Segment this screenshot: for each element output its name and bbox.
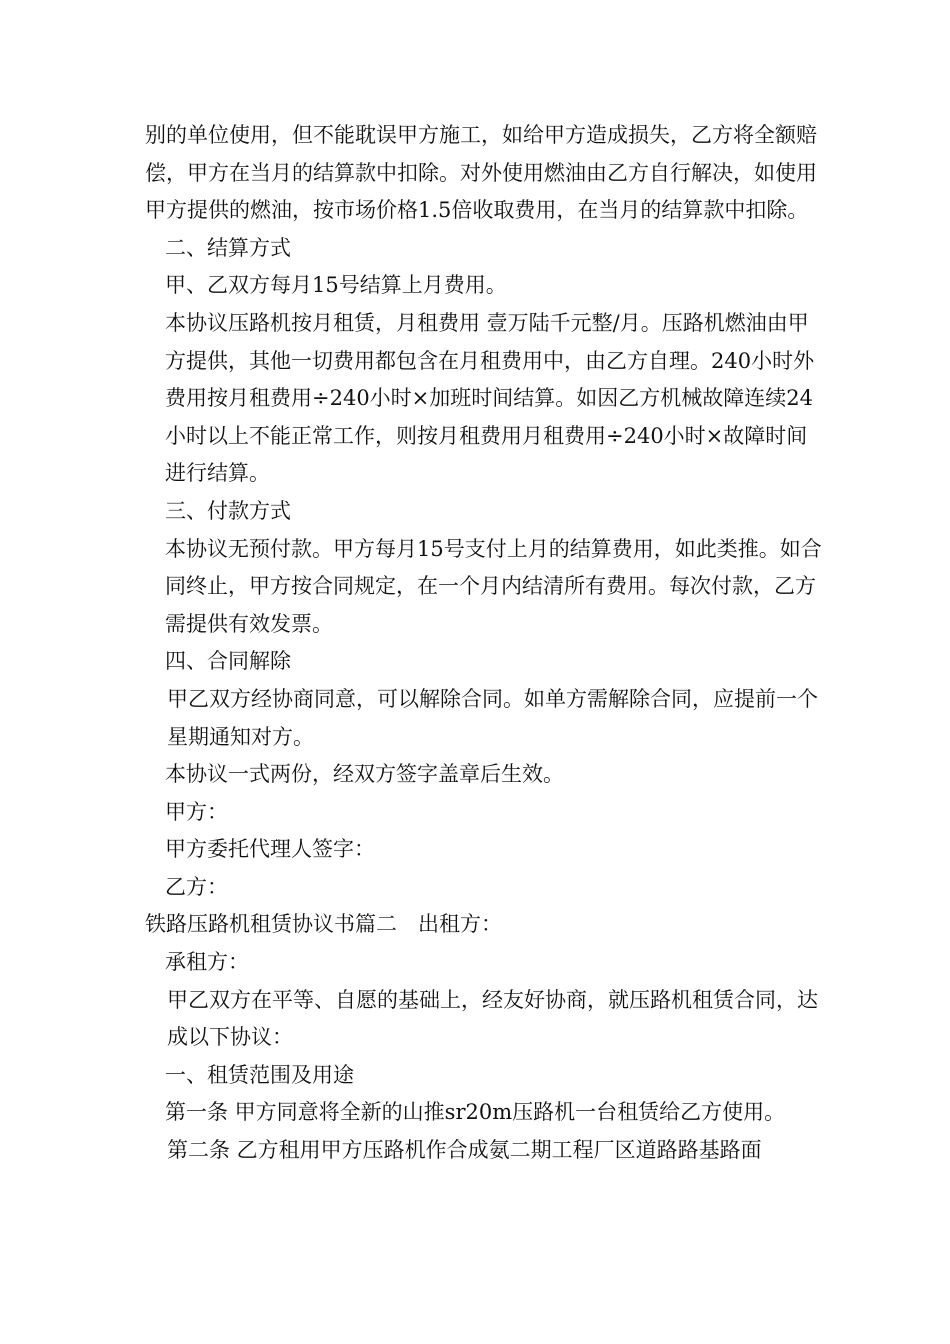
party-a-label: 甲方： — [165, 799, 228, 824]
section-two-title: 铁路压路机租赁协议书篇二 出租方： — [145, 912, 502, 937]
paragraph-rental-fee: 本协议压路机按月租赁，月租费用 壹万陆千元整/月。压路机燃油由甲方提供，其他一切费用都包含在月租费用中，由乙方自理。240小时外费用按月租费用÷240小时×加班时间结算。如因乙方机械故障连续24小时以上不能正常工作，则按月租费用月租费用÷240小时×故障时间进行结算。 — [165, 310, 815, 486]
paragraph-termination-terms: 甲乙双方经协商同意，可以解除合同。如单方需解除合同，应提前一个星期通知对方。 — [167, 686, 818, 749]
article-two: 第二条 乙方租用甲方压路机作合成氨二期工程厂区道路路基路面 — [167, 1138, 762, 1163]
heading-lease-scope: 一、租赁范围及用途 — [165, 1062, 354, 1087]
article-one: 第一条 甲方同意将全新的山推sr20m压路机一台租赁给乙方使用。 — [165, 1100, 786, 1125]
paragraph-agreement-intro: 甲乙双方在平等、自愿的基础上，经友好协商，就压路机租赁合同，达成以下协议： — [167, 987, 818, 1050]
party-a-agent-signature-label: 甲方委托代理人签字： — [165, 837, 375, 862]
paragraph-usage-terms: 别的单位使用，但不能耽误甲方施工，如给甲方造成损失，乙方将全额赔偿，甲方在当月的结算款中扣除。对外使用燃油由乙方自行解决，如使用甲方提供的燃油，按市场价格1.5倍收取费用，在当月的结算款中扣除。 — [145, 123, 817, 223]
paragraph-monthly-settlement: 甲、乙双方每月15号结算上月费用。 — [165, 273, 507, 298]
lessee-label: 承租方： — [165, 950, 249, 975]
heading-contract-termination: 四、合同解除 — [165, 649, 291, 674]
heading-payment-method: 三、付款方式 — [165, 498, 291, 523]
paragraph-copies-effective: 本协议一式两份，经双方签字盖章后生效。 — [165, 762, 564, 787]
paragraph-payment-terms: 本协议无预付款。甲方每月15号支付上月的结算费用，如此类推。如合同终止，甲方按合同规定，在一个月内结清所有费用。每次付款，乙方需提供有效发票。 — [165, 536, 822, 636]
heading-settlement-method: 二、结算方式 — [165, 235, 291, 260]
document-body — [145, 117, 825, 1170]
party-b-label: 乙方： — [165, 874, 228, 899]
